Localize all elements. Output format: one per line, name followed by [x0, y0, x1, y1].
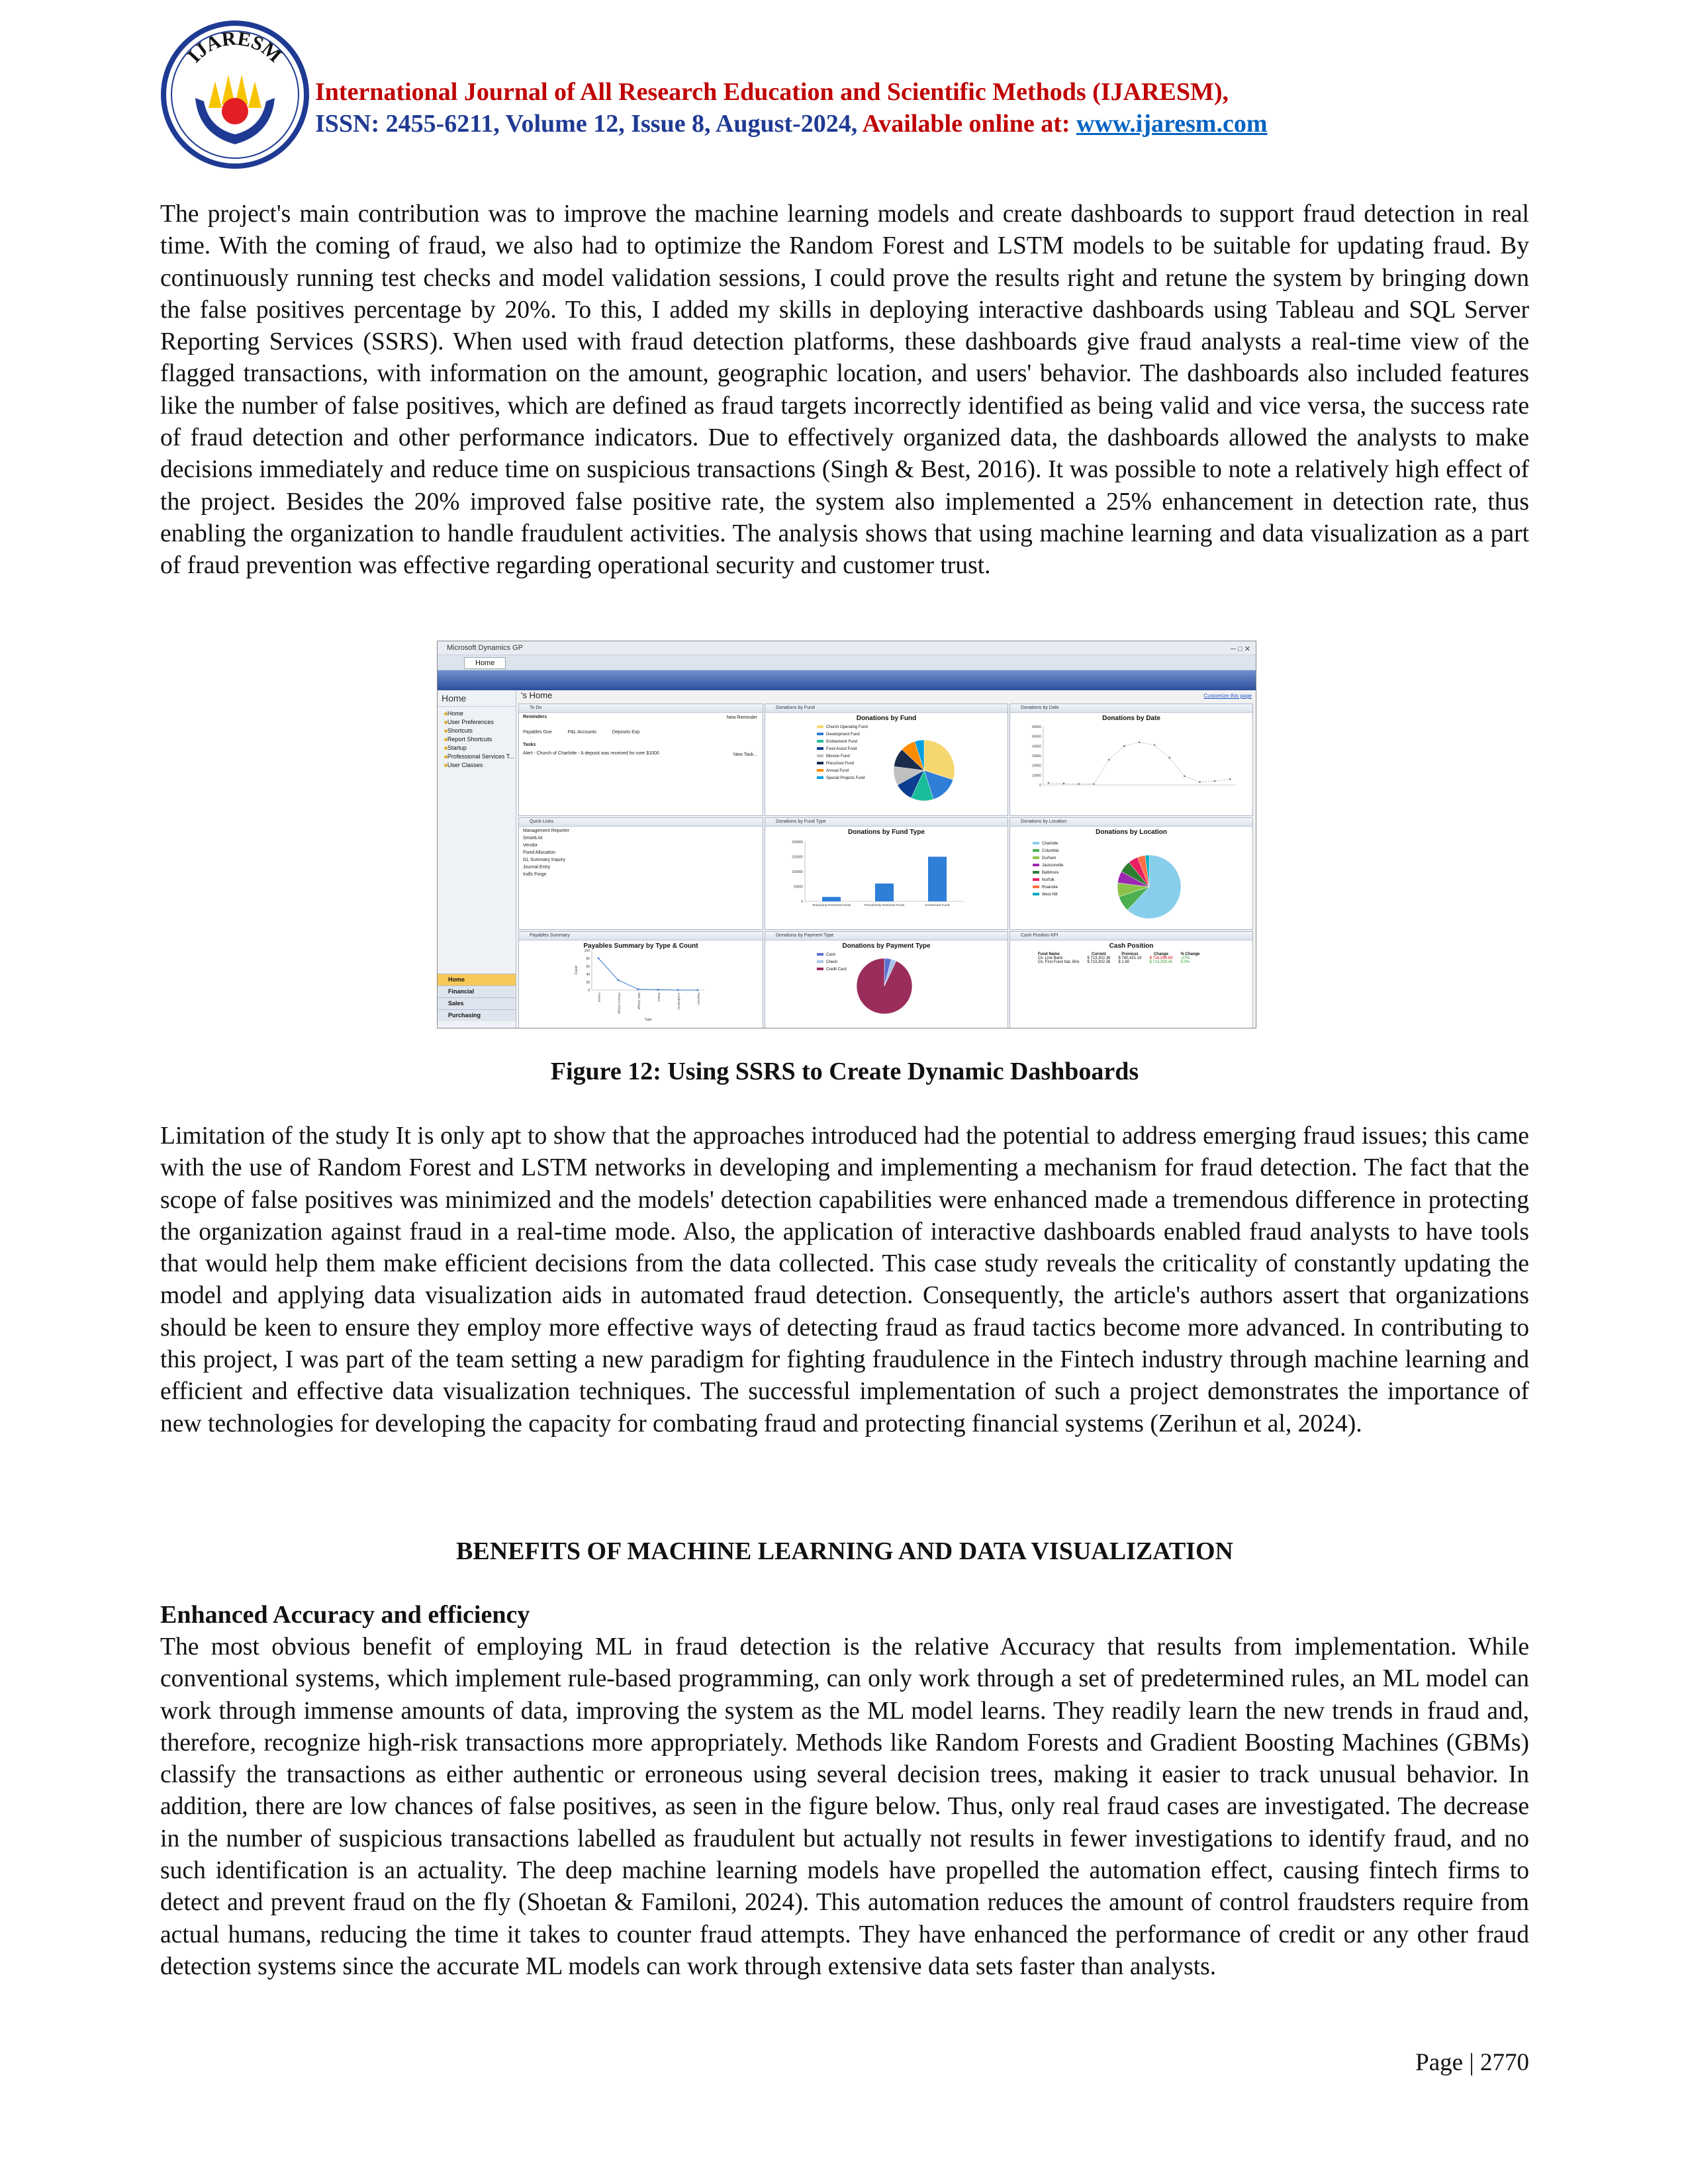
- quick-link: Fixed Allocation: [523, 850, 556, 855]
- series-line: [598, 958, 698, 990]
- donations-by-payment-type-chart: [765, 940, 1008, 1028]
- data-point: [1168, 757, 1170, 759]
- donations-by-fund-type-pane: [765, 817, 1008, 930]
- y-tick-label: 50000: [794, 885, 803, 889]
- quick-link: Vendor: [523, 843, 538, 848]
- home-page-title: 's Home: [521, 690, 553, 700]
- y-tick-label: 0: [588, 989, 590, 993]
- chart-title: Donations by Payment Type: [842, 942, 931, 950]
- pie-slice: [857, 958, 912, 1014]
- y-tick-label: 0: [1039, 784, 1041, 788]
- section-heading: BENEFITS OF MACHINE LEARNING AND DATA VISUALIZATION: [456, 1537, 1233, 1565]
- donations-by-date-pane: [1009, 704, 1253, 816]
- chart-title: Cash Position: [1109, 942, 1154, 950]
- journal-issn: ISSN: 2455-6211, Volume 12, Issue 8, August-2024,: [315, 110, 863, 138]
- table-header-cell: Change: [1153, 952, 1168, 956]
- data-point: [1153, 744, 1155, 746]
- reminders-label: Reminders: [523, 715, 547, 719]
- data-point: [657, 989, 659, 991]
- deposits-exp-item: Deposits Exp: [612, 730, 640, 735]
- quick-link: Indfs Forge: [523, 872, 547, 877]
- donations-by-fund-type-chart: [765, 826, 1008, 929]
- journal-name: International Journal of All Research Education and Scientific Methods (IJARESM),: [315, 78, 1229, 106]
- donations-by-fund-chart: [765, 712, 1008, 815]
- y-tick-label: 200000: [792, 841, 803, 844]
- nav-item: ■ User Preferences: [444, 718, 516, 727]
- pane-header: Donations by Location: [1010, 818, 1252, 827]
- legend-label: Preschool Fund: [826, 762, 855, 766]
- module-button-purchasing: Purchasing: [438, 1009, 516, 1021]
- x-tick-label: Finance Charge: [618, 993, 621, 1015]
- table-cell: $ 780,421.16: [1118, 956, 1142, 960]
- pane-header: To Do: [519, 704, 763, 713]
- table-header-cell: % Change: [1180, 952, 1200, 956]
- data-point: [1229, 778, 1231, 780]
- x-tick-label: Return: [657, 993, 661, 1002]
- pane-header: Donations by Fund Type: [765, 818, 1008, 827]
- subsection-heading: Enhanced Accuracy and efficiency: [160, 1601, 530, 1629]
- pane-header: Donations by Fund: [765, 704, 1008, 713]
- task-line: Alert - Church of Charlotte - A deposit was received for over $1000: [523, 751, 659, 756]
- quick-link: Journal Entry: [523, 865, 551, 870]
- new-task-link: New Task...: [733, 752, 757, 757]
- data-point: [1214, 780, 1216, 782]
- cash-position-pane: [1009, 931, 1253, 1028]
- data-point: [1093, 783, 1095, 785]
- module-button-financial: Financial: [438, 985, 516, 997]
- y-tick-label: 40: [586, 973, 590, 977]
- y-tick-label: 10000: [1032, 774, 1041, 778]
- module-buttons: [438, 974, 516, 1021]
- donations-by-payment-type-pane: [765, 931, 1008, 1028]
- payables-summary-chart: [519, 940, 763, 1028]
- table-cell: Ck. Line Bank: [1038, 956, 1063, 960]
- y-tick-label: 60000: [1032, 725, 1041, 729]
- module-button-home: Home: [438, 974, 516, 985]
- customize-link: Customize this page: [1203, 693, 1252, 699]
- table-row: [1034, 960, 1204, 964]
- journal-url-link[interactable]: www.ijaresm.com: [1076, 110, 1268, 138]
- data-point: [697, 989, 699, 991]
- page-label: Page: [1415, 2049, 1464, 2076]
- data-point: [1078, 783, 1080, 785]
- series-line: [1049, 742, 1230, 784]
- data-point: [1108, 758, 1110, 760]
- window-controls-icon: ─ □ ✕: [1231, 645, 1250, 653]
- body-paragraph-1: The project's main contribution was to improve the machine learning models and create dashboards to support fraud detection in real time. With the coming of fraud, we also had to optimize the Random Forest and LSTM models to be suitable for updating fraud. By continuously running test checks and model validation sessions, I could prove the results right and retune the system by bringing down the false positives percentage by 20%. To this, I added my skills in deploying interactive dashboards using Tableau and SQL Server Reporting Services (SSRS). When used with fraud detection platforms, these dashboards give fraud analysts a real-time view of the flagged transactions, with information on the amount, geographic location, and users' behavior. The dashboards also included features like the number of false positives, which are defined as fraud targets incorrectly identified as being valid and vice versa, the success rate of fraud detection and other performance indicators. Due to effectively organized data, the dashboards allowed the analysts to make decisions immediately and reduce time on suspicious transactions (Singh & Best, 2016). It was possible to note a relatively high effect of the project. Besides the 20% improved false positive rate, the system also implemented a 25% enhancement in detection rate, thus enabling the organization to handle fraudulent activities. The analysis shows that using machine learning and data visualization as a part of fraud prevention was effective regarding operational security and customer trust.: [160, 201, 1529, 580]
- bar: [875, 884, 894, 901]
- legend-label: Cash: [826, 953, 836, 957]
- table-header-cell: Previous: [1121, 952, 1139, 956]
- donations-by-date-chart: [1010, 712, 1252, 815]
- chart-title: Donations by Fund Type: [848, 829, 925, 836]
- legend-label: Jacksonville: [1042, 864, 1064, 868]
- y-tick-label: 60: [586, 965, 590, 969]
- donations-by-location-pane: [1009, 817, 1253, 930]
- tasks-label: Tasks: [523, 743, 536, 747]
- legend-label: Annual Fund: [826, 769, 849, 773]
- navigation-pane-header: Home: [438, 690, 516, 707]
- chart-title: Donations by Location: [1096, 829, 1167, 836]
- data-point: [598, 958, 600, 960]
- legend-label: Church Operating Fund: [826, 725, 868, 729]
- new-reminder-link: New Reminder: [726, 715, 757, 720]
- legend-label: Check: [826, 960, 838, 964]
- nav-item: ■ Shortcuts: [444, 727, 516, 735]
- data-point: [618, 979, 620, 981]
- y-axis-label: Count: [575, 966, 579, 975]
- page-number: Page | 2770: [1415, 2049, 1529, 2076]
- legend-label: Mission Fund: [826, 754, 850, 758]
- navigation-list: [444, 709, 516, 770]
- navigation-pane: [438, 690, 516, 1028]
- data-point: [1199, 781, 1201, 783]
- data-point: [1139, 741, 1141, 743]
- y-tick-label: 150000: [792, 855, 803, 860]
- x-tick-label: Permanently Restricted Funds: [864, 903, 905, 907]
- logo-text: IJARESM: [183, 27, 286, 68]
- x-axis-label: Type: [644, 1018, 652, 1022]
- body-paragraph-2: Limitation of the study It is only apt to show that the approaches introduced had the potential to address emerging fraud issues; this came with the use of Random Forest and LSTM networks in developing and implementing a mechanism for fraud detection. The fact that the scope of false positives was minimized and the models' detection capabilities were enhanced made a tremendous difference in protecting the organization against fraud in a real-time mode. Also, the application of interactive dashboards enabled fraud analysts to have tools that would help them make efficient decisions from the data collected. This case study reveals the criticality of constantly updating the model and applying data visualization aids in automated fraud detection. Consequently, the article's authors assert that organizations should be keen to ensure they employ more effective ways of detecting fraud as fraud tactics become more advanced. In contributing to this project, I was part of the team setting a new paradigm for fighting fraudulence in the Fintech industry through machine learning and efficient and effective data visualization techniques. The successful implementation of such a project demonstrates the importance of new technologies for developing the capacity for combating fraud and protecting financial systems (Zerihun et al, 2024).: [160, 1122, 1529, 1437]
- page-number-value: 2770: [1480, 2049, 1529, 2076]
- table-cell: $ 713,300.41: [1149, 960, 1173, 964]
- legend-label: Special Projects Fund: [826, 776, 865, 780]
- table-cell: $ 713,302.36: [1087, 956, 1111, 960]
- table-cell: $ 716,094.63: [1149, 956, 1173, 960]
- legend-label: Norfolk: [1042, 878, 1055, 882]
- x-tick-label: Invoice: [598, 993, 601, 1003]
- y-tick-label: 30000: [1032, 754, 1041, 758]
- legend-label: Roanoke: [1042, 886, 1058, 889]
- pane-header: Cash Position KPI: [1010, 932, 1252, 940]
- table-cell: 0.0%: [1180, 960, 1190, 964]
- data-point: [637, 988, 639, 990]
- module-button-sales: Sales: [438, 997, 516, 1009]
- data-point: [1048, 782, 1050, 784]
- payables-due-item: Payables Due: [523, 730, 552, 735]
- todo-pane: [518, 704, 763, 816]
- quick-link: SmartList: [523, 836, 543, 841]
- y-tick-label: 0: [801, 900, 803, 904]
- nav-item: ■ Home: [444, 709, 516, 718]
- table-cell: $ 713,302.36: [1087, 960, 1111, 964]
- journal-logo: [159, 19, 311, 171]
- table-cell: -27%: [1180, 956, 1190, 960]
- ssrs-dashboard-screenshot: [437, 641, 1256, 1028]
- home-nav-box: Home: [464, 657, 506, 669]
- legend-label: Baltimore: [1042, 871, 1059, 875]
- nav-item: ■ Report Shortcuts: [444, 735, 516, 744]
- data-point: [1123, 745, 1125, 747]
- legend-label: Development Fund: [826, 733, 860, 737]
- reminder-icons: [519, 728, 763, 737]
- ribbon-bar: [438, 670, 1256, 690]
- table-cell: Ck. First Fund Nat. Bnk: [1038, 960, 1080, 964]
- y-tick-label: 80: [586, 957, 590, 961]
- data-point: [677, 989, 679, 991]
- window-titlebar: [438, 641, 1256, 655]
- donations-by-fund-pane: [765, 704, 1008, 816]
- pane-header: Quick Links: [519, 818, 763, 827]
- chart-title: Payables Summary by Type & Count: [583, 942, 698, 950]
- y-tick-label: 100: [584, 949, 590, 953]
- y-tick-label: 20: [586, 981, 590, 985]
- home-page-area: [517, 690, 1256, 1028]
- address-bar: [438, 655, 1256, 670]
- table-header-cell: Fund Name: [1038, 952, 1060, 956]
- x-tick-label: Temporarily Restricted Funds: [812, 903, 851, 907]
- nav-item: ■ Professional Services T...: [444, 752, 516, 761]
- figure-caption: Figure 12: Using SSRS to Create Dynamic Dashboards: [550, 1058, 1139, 1085]
- x-tick-label: Unrestricted Funds: [924, 903, 951, 907]
- nav-item: ■ Startup: [444, 744, 516, 752]
- y-tick-label: 40000: [1032, 745, 1041, 749]
- pane-header: Payables Summary: [519, 932, 763, 940]
- chart-title: Donations by Date: [1102, 715, 1160, 722]
- window-title: Microsoft Dynamics GP: [447, 644, 523, 652]
- cash-position-table: [1034, 952, 1204, 964]
- legend-label: Food Assist Fund: [826, 747, 857, 751]
- pane-header: Donations by Payment Type: [765, 932, 1008, 940]
- quick-link: Management Reporter: [523, 829, 570, 833]
- legend-label: Charlotte: [1042, 842, 1058, 846]
- pl-accounts-item: P&L Accounts: [567, 730, 596, 735]
- legend-label: West Hill: [1042, 893, 1058, 897]
- donations-by-location-chart: [1010, 826, 1252, 929]
- journal-available: Available online at:: [862, 110, 1077, 138]
- journal-header: [315, 76, 1267, 140]
- table-header-cell: Current: [1092, 952, 1106, 956]
- legend-label: Endowment Fund: [826, 740, 858, 744]
- quick-links-pane: [518, 817, 763, 930]
- nav-item: ■ User Classes: [444, 761, 516, 770]
- sun-icon: [222, 98, 248, 124]
- legend-label: Columbia: [1042, 849, 1059, 853]
- pane-header: Donations by Date: [1010, 704, 1252, 713]
- quick-link: GL Summary Inquiry: [523, 858, 565, 862]
- legend-label: Credit Card: [826, 968, 847, 972]
- table-cell: $ 1.90: [1118, 960, 1130, 964]
- y-tick-label: 50000: [1032, 735, 1041, 739]
- y-tick-label: 20000: [1032, 764, 1041, 768]
- x-tick-label: Misc Charge: [637, 993, 641, 1010]
- body-paragraph-3: The most obvious benefit of employing ML in fraud detection is the relative Accuracy that results from implementation. While conventional systems, which implement rule-based programming, can only work through a set of predetermined rules, an ML model can work through immense amounts of data, improving the system as the ML model learns. They readily learn the new trends in fraud and, therefore, recognize high-risk transactions more appropriately. Methods like Random Forests and Gradient Boosting Machines (GBMs) classify the transactions as either authentic or erroneous using several decision trees, making it easier to track unusual behavior. In addition, there are low chances of false positives, as seen in the figure below. Thus, only real fraud cases are investigated. The decrease in the number of suspicious transactions labelled as fraudulent but actually not results in fewer investigations to identify fraud, and no such identification is an actuality. The deep machine learning models have propelled the automation effect, causing fintech firms to detect and prevent fraud on the fly (Shoetan & Familoni, 2024). This automation reduces the amount of control fraudsters require from actual humans, reducing the time it takes to counter fraud attempts. They have enhanced the performance of credit or any other fraud detection systems since the accurate ML models can work through extensive data sets faster than analysts.: [160, 1633, 1529, 1980]
- chart-title: Donations by Fund: [856, 715, 917, 722]
- bar: [928, 857, 947, 902]
- data-point: [1062, 782, 1064, 784]
- x-tick-label: Payment: [697, 993, 700, 1005]
- data-point: [1184, 775, 1186, 777]
- legend-label: Durham: [1042, 856, 1056, 860]
- y-tick-label: 100000: [792, 870, 803, 874]
- payables-summary-pane: [518, 931, 763, 1028]
- x-tick-label: Credit Memo: [677, 993, 680, 1010]
- bar: [822, 897, 841, 901]
